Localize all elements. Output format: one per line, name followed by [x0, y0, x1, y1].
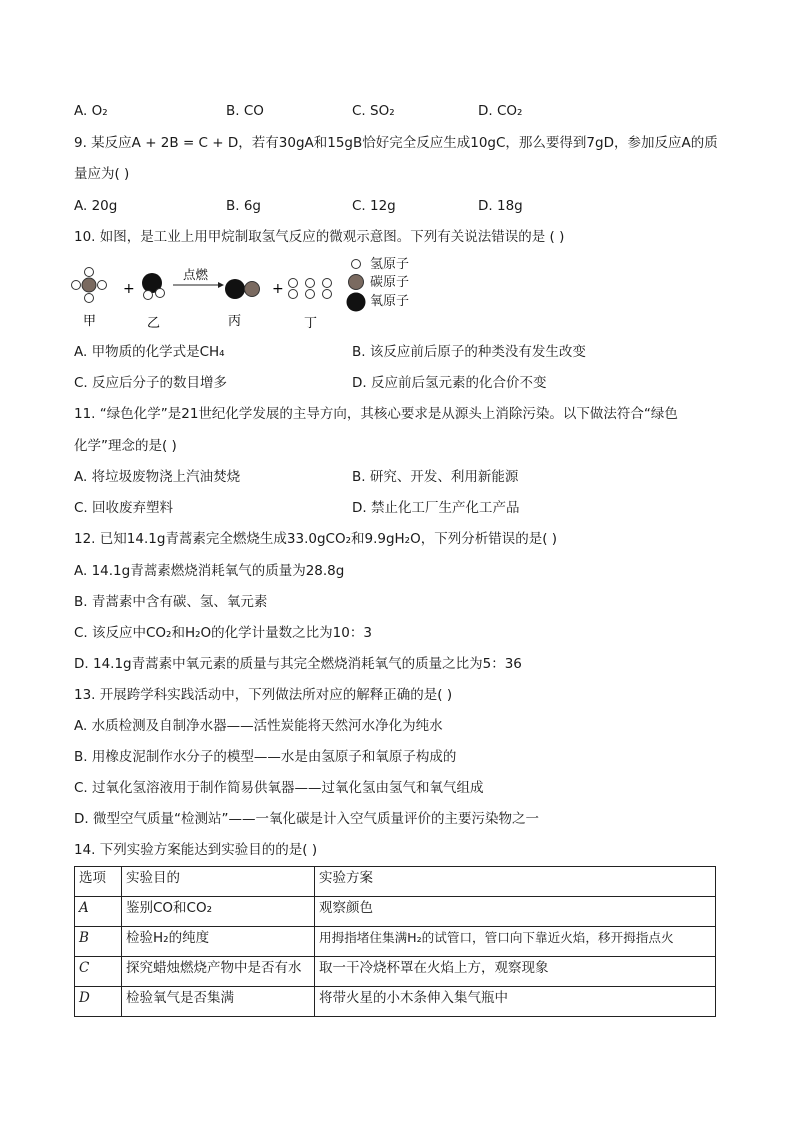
label-bing: 丙 [228, 314, 242, 329]
table-cell-option: D [75, 987, 122, 1017]
q9-option-a: A. 20g [74, 198, 118, 214]
q12-option-d: D. 14.1g青蒿素中氧元素的质量与其完全燃烧消耗氧气的质量之比为5：36 [74, 656, 522, 672]
q11-option-b: B. 研究、开发、利用新能源 [352, 469, 519, 485]
table-cell-purpose: 检验氧气是否集满 [122, 987, 315, 1017]
plus-sign-1: + [123, 281, 135, 297]
q10-stem: 10. 如图，是工业上用甲烷制取氢气反应的微观示意图。下列有关说法错误的是 ( ) [74, 229, 565, 245]
q11-stem-line1: 11. “绿色化学”是21世纪化学发展的主导方向，其核心要求是从源头上消除污染。以下做法符合“绿色 [74, 406, 678, 422]
q11-option-d: D. 禁止化工厂生产化工产品 [352, 500, 520, 516]
table-header: 实验目的 [122, 867, 315, 897]
q11-stem-line2: 化学”理念的是( ) [74, 438, 177, 454]
q9-stem-line2: 量应为( ) [74, 166, 130, 182]
q9-option-d: D. 18g [478, 198, 523, 214]
q8-option-c: C. SO₂ [352, 103, 395, 119]
q10-option-a: A. 甲物质的化学式是CH₄ [74, 344, 225, 360]
table-cell-plan: 取一干冷烧杯罩在火焰上方，观察现象 [315, 957, 716, 987]
q9-option-c: C. 12g [352, 198, 396, 214]
table-cell-purpose: 检验H₂的纯度 [122, 927, 315, 957]
table-cell-purpose: 鉴别CO和CO₂ [122, 897, 315, 927]
label-ding: 丁 [304, 316, 318, 331]
table-cell-plan: 观察颜色 [315, 897, 716, 927]
q12-option-b: B. 青蒿素中含有碳、氢、氧元素 [74, 594, 268, 610]
oxygen-atom-icon [347, 293, 366, 312]
q11-option-c: C. 回收废弃塑料 [74, 500, 174, 516]
table-cell-plan: 用拇指堵住集满H₂的试管口，管口向下靠近火焰，移开拇指点火 [315, 927, 716, 957]
atom-legend [346, 257, 466, 317]
carbon-atom-icon [349, 275, 364, 290]
legend-oxygen: 氧原子 [370, 294, 410, 309]
q12-option-a: A. 14.1g青蒿素燃烧消耗氧气的质量为28.8g [74, 563, 345, 579]
legend-hydrogen: 氢原子 [370, 257, 410, 272]
co-molecule [225, 279, 260, 299]
q13-option-d: D. 微型空气质量“检测站”——一氧化碳是计入空气质量评价的主要污染物之一 [74, 811, 539, 827]
reaction-arrow [173, 282, 224, 288]
experiment-table [74, 866, 716, 1017]
q14-stem: 14. 下列实验方案能达到实验目的的是( ) [74, 842, 318, 858]
table-row [75, 927, 716, 957]
q10-option-d: D. 反应前后氢元素的化合价不变 [352, 375, 547, 391]
plus-sign-2: + [272, 281, 284, 297]
q13-option-b: B. 用橡皮泥制作水分子的模型——水是由氢原子和氧原子构成的 [74, 749, 457, 765]
hydrogen-molecules [289, 279, 332, 299]
label-jia: 甲 [83, 314, 97, 329]
q8-option-d: D. CO₂ [478, 103, 523, 119]
q8-option-a: A. O₂ [74, 103, 108, 119]
q13-option-a: A. 水质检测及自制净水器——活性炭能将天然河水净化为纯水 [74, 718, 443, 734]
table-row [75, 987, 716, 1017]
q13-option-c: C. 过氧化氢溶液用于制作简易供氧器——过氧化氢由氢气和氧气组成 [74, 780, 484, 796]
q13-stem: 13. 开展跨学科实践活动中，下列做法所对应的解释正确的是( ) [74, 687, 453, 703]
hydrogen-atom-icon [352, 260, 361, 269]
table-cell-option: B [75, 927, 122, 957]
table-row [75, 957, 716, 987]
label-yi: 乙 [147, 316, 161, 331]
water-molecule [142, 273, 165, 300]
q12-option-c: C. 该反应中CO₂和H₂O的化学计量数之比为10：3 [74, 625, 372, 641]
q11-option-a: A. 将垃圾废物浇上汽油焚烧 [74, 469, 241, 485]
q10-option-b: B. 该反应前后原子的种类没有发生改变 [352, 344, 586, 360]
legend-carbon: 碳原子 [370, 275, 410, 290]
table-header-row [75, 867, 716, 897]
table-cell-option: C [75, 957, 122, 987]
methane-molecule [72, 268, 107, 303]
table-cell-purpose: 探究蜡烛燃烧产物中是否有水 [122, 957, 315, 987]
q10-option-c: C. 反应后分子的数目增多 [74, 375, 228, 391]
table-header: 实验方案 [315, 867, 716, 897]
q9-option-b: B. 6g [226, 198, 262, 214]
table-row [75, 897, 716, 927]
arrow-label: 点燃 [183, 267, 209, 282]
table-cell-plan: 将带火星的小木条伸入集气瓶中 [315, 987, 716, 1017]
q12-stem: 12. 已知14.1g青蒿素完全燃烧生成33.0gCO₂和9.9gH₂O，下列分析错误的是( ) [74, 531, 558, 547]
q8-option-b: B. CO [226, 103, 264, 119]
table-header: 选项 [75, 867, 122, 897]
table-cell-option: A [75, 897, 122, 927]
q9-stem-line1: 9. 某反应A + 2B = C + D，若有30gA和15gB恰好完全反应生成10gC，那么要得到7gD，参加反应A的质 [74, 135, 718, 151]
